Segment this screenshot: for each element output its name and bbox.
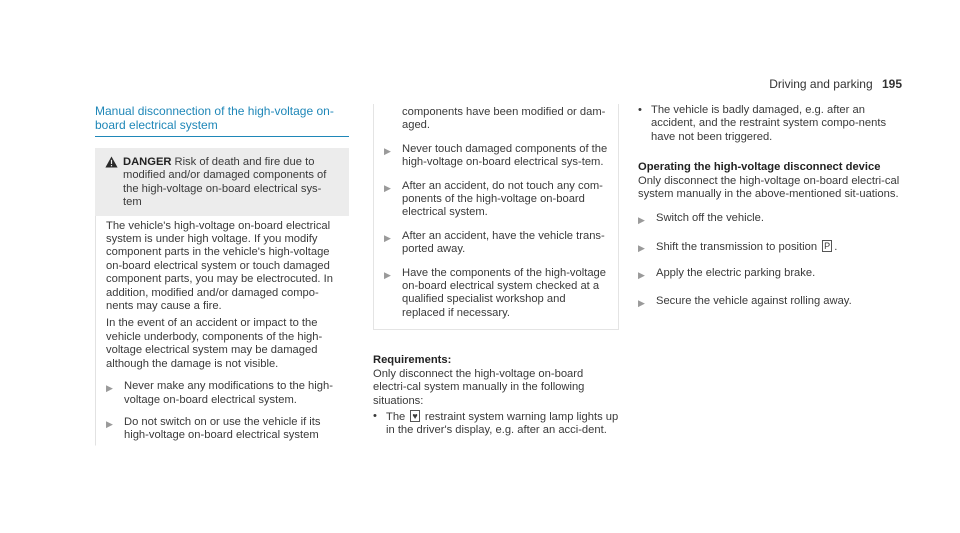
column-3 xyxy=(638,104,904,310)
column-1 xyxy=(95,104,349,446)
section-title-line-2: board electrical system xyxy=(95,118,218,132)
section-rule xyxy=(95,136,349,137)
list-item-text: Apply the electric parking brake. xyxy=(656,267,816,280)
list-item-text: . xyxy=(834,240,838,253)
list-item-text: The xyxy=(386,410,406,423)
running-head xyxy=(769,77,902,91)
page-number: 195 xyxy=(881,77,902,91)
list-item xyxy=(638,295,904,310)
list-item xyxy=(384,143,608,170)
list-item xyxy=(384,180,608,220)
play-arrow-icon: ▶ xyxy=(106,383,113,394)
list-item-text: Do not switch on or use the vehicle if its high-voltage on-board electrical system xyxy=(124,415,321,442)
play-arrow-icon: ▶ xyxy=(638,242,645,253)
list-item-text: Have the components of the high-voltage on-board electrical system checked at a qualified specialist workshop and replaced if necessary. xyxy=(402,266,606,319)
list-item xyxy=(106,380,339,407)
list-item xyxy=(638,104,904,144)
list-item xyxy=(384,230,608,257)
list-item xyxy=(106,416,339,443)
danger-continuation xyxy=(373,104,619,330)
column-2 xyxy=(373,104,619,438)
danger-label: DANGER xyxy=(123,156,172,168)
list-item xyxy=(373,410,619,438)
requirements-heading: Requirements: xyxy=(373,354,452,367)
running-head-title: Driving and parking xyxy=(769,77,873,91)
danger-body xyxy=(95,216,349,446)
danger-box xyxy=(95,148,349,216)
danger-paragraph: The vehicle's high-voltage on-board electrical system is under high voltage. If you modify component parts in the vehicle's high-voltage on-board electrical system or touch damaged component parts, you may be electrocuted. In addition, modified and/or damaged compo-nents may cause a fire. xyxy=(106,219,333,313)
play-arrow-icon: ▶ xyxy=(106,418,113,429)
warning-triangle-icon xyxy=(105,156,123,210)
list-item-text: The vehicle is badly damaged, e.g. after an accident, and the restraint system compo-nents have not been triggered. xyxy=(651,104,887,143)
list-item-text: Shift the transmission to position xyxy=(656,240,818,253)
section-title xyxy=(95,104,349,132)
procedure-intro: Only disconnect the high-voltage on-board electri-cal system manually in the above-mentioned sit-uations. xyxy=(638,174,900,201)
continuation-text: components have been modified or dam-aged. xyxy=(402,106,606,132)
list-item xyxy=(638,267,904,282)
restraint-system-warning-icon: ♥ xyxy=(412,410,418,421)
list-item-text: Secure the vehicle against rolling away. xyxy=(656,294,852,307)
list-item-text: After an accident, have the vehicle trans-ported away. xyxy=(402,229,605,256)
section-title-line-1: Manual disconnection of the high-voltage on- xyxy=(95,104,334,118)
list-item-text: After an accident, do not touch any com-ponents of the high-voltage on-board electrical system. xyxy=(402,179,603,219)
play-arrow-icon: ▶ xyxy=(638,270,645,281)
list-item xyxy=(638,212,904,227)
play-arrow-icon: ▶ xyxy=(384,269,391,280)
play-arrow-icon: ▶ xyxy=(638,215,645,226)
bullet-dot-icon: • xyxy=(373,409,377,422)
bullet-dot-icon: • xyxy=(638,104,642,116)
play-arrow-icon: ▶ xyxy=(638,297,645,308)
requirements-intro: Only disconnect the high-voltage on-board electri-cal system manually in the following situations: xyxy=(373,367,585,407)
play-arrow-icon: ▶ xyxy=(384,182,391,193)
park-position-icon: P xyxy=(824,240,831,251)
play-arrow-icon: ▶ xyxy=(384,232,391,243)
list-item xyxy=(384,267,608,321)
subheading: Operating the high-voltage disconnect device xyxy=(638,161,881,174)
list-item-text: Switch off the vehicle. xyxy=(656,212,764,225)
list-item xyxy=(638,240,904,255)
play-arrow-icon: ▶ xyxy=(384,145,391,156)
danger-text: Risk of death and fire due to modified and/or damaged components of the high-voltage on-board electrical sys-tem xyxy=(123,156,327,209)
danger-paragraph: In the event of an accident or impact to the vehicle underbody, components of the high-voltage electrical system may be damaged although the damage is not visible. xyxy=(106,317,323,370)
list-item-text: Never touch damaged components of the high-voltage on-board electrical sys-tem. xyxy=(402,142,608,169)
list-item-text: Never make any modifications to the high-voltage on-board electrical system. xyxy=(124,380,333,406)
list-item-text: restraint system warning lamp lights up in the driver's display, e.g. after an acci-dent. xyxy=(386,410,619,437)
